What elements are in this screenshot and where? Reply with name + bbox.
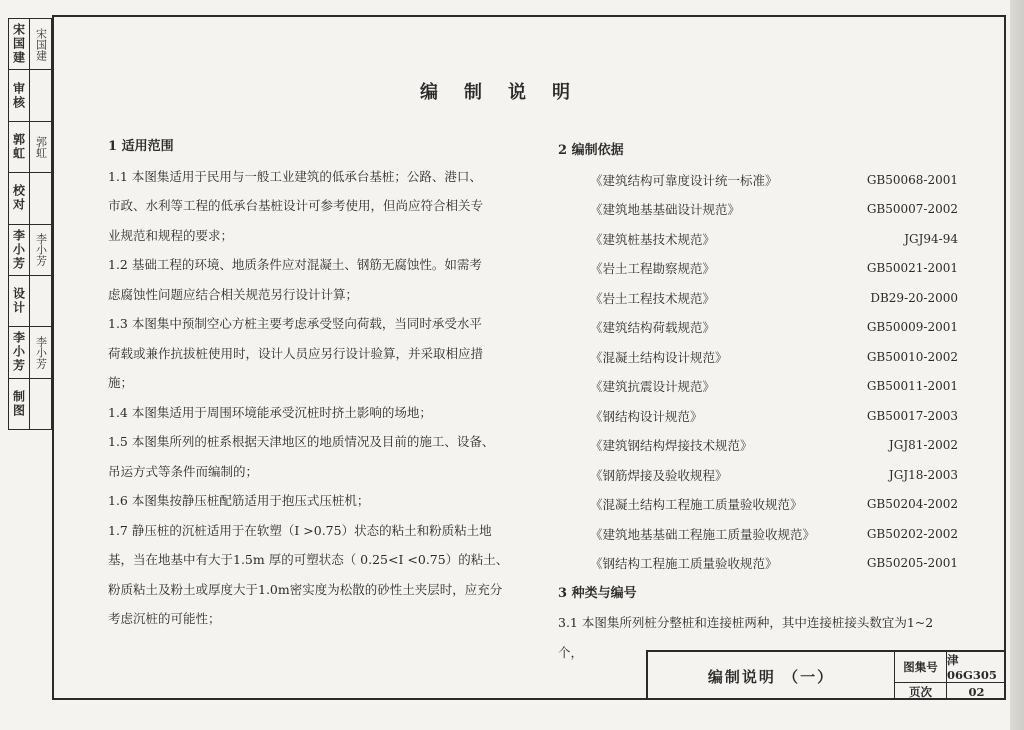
- body-line: 1.5 本图集所列的桩系根据天津地区的地质情况及目前的施工、设备、: [108, 434, 495, 449]
- signature-role: 制图: [9, 379, 30, 429]
- body-line: 1.2 基础工程的环境、地质条件应对混凝土、钢筋无腐蚀性。如需考: [108, 257, 482, 272]
- page-number-value: 02: [968, 684, 985, 699]
- reference-code: GB50068-2001: [866, 172, 958, 187]
- page-edge: [1010, 0, 1024, 730]
- body-line: 1.4 本图集适用于周围环境能承受沉桩时挤土影响的场地；: [108, 404, 432, 420]
- reference-row: [558, 461, 958, 491]
- reference-code: GB50017-2003: [866, 408, 958, 423]
- body-line: 1.1 本图集适用于民用与一般工业建筑的低承台基桩；公路、港口、: [108, 168, 482, 184]
- reference-row: [558, 195, 958, 225]
- reference-name: 《建筑结构荷载规范》: [590, 320, 716, 335]
- reference-row: [558, 284, 958, 314]
- body-line: 荷载或兼作抗拔桩使用时，设计人员应另行设计验算，并采取相应措: [108, 345, 484, 361]
- reference-code: JGJ18-2003: [888, 467, 958, 482]
- section-1-body: [108, 162, 528, 634]
- signature-cell: [9, 19, 51, 70]
- signature-role: 李小芳: [9, 327, 30, 377]
- reference-code: GB50204-2002: [866, 497, 958, 511]
- reference-name: 《建筑钢结构焊接技术规范》: [590, 438, 753, 453]
- section-3-heading: 3 种类与编号: [558, 585, 637, 601]
- body-line: 业规范和规程的要求；: [108, 227, 234, 243]
- reference-name: 《建筑地基基础工程施工质量验收规范》: [590, 526, 816, 542]
- reference-code: DB29-20-2000: [870, 290, 958, 305]
- reference-name: 《建筑抗震设计规范》: [590, 379, 716, 394]
- body-line: 1.3 本图集中预制空心方桩主要考虑承受竖向荷载，当同时承受水平: [108, 316, 482, 331]
- title-block-grid: [895, 652, 1006, 700]
- reference-row: [558, 402, 958, 432]
- atlas-number-label: 图集号: [895, 652, 947, 683]
- reference-code: GB50011-2001: [866, 379, 958, 393]
- reference-name: 《钢结构工程施工质量验收规范》: [590, 556, 778, 571]
- page-title: 编制说明: [420, 82, 596, 103]
- signature-cell: [9, 225, 51, 276]
- reference-name: 《建筑结构可靠度设计统一标准》: [590, 172, 778, 188]
- title-block: [646, 650, 1006, 700]
- reference-code: GB50202-2002: [866, 526, 958, 541]
- signature-table: [8, 18, 52, 430]
- reference-name: 《建筑地基基础设计规范》: [590, 202, 741, 217]
- body-line: 考虑沉桩的可能性；: [108, 611, 221, 626]
- signature-name: [30, 276, 51, 326]
- reference-row: [558, 431, 958, 461]
- signature-role: 郭虹: [9, 122, 30, 172]
- signature-name: 宋国建: [34, 27, 48, 61]
- signature-cell: [9, 122, 51, 173]
- reference-code: JGJ81-2002: [888, 438, 958, 452]
- sheet-name: 编制说明 （一）: [648, 652, 895, 700]
- reference-row: [558, 372, 958, 402]
- page-number-label: 页次: [895, 683, 947, 700]
- right-column: [558, 136, 958, 667]
- signature-name: 李小芳: [34, 335, 48, 369]
- reference-name: 《混凝土结构设计规范》: [590, 349, 728, 365]
- reference-code: GB50007-2002: [866, 202, 958, 216]
- signature-cell: [9, 327, 51, 378]
- signature-role: 李小芳: [9, 225, 30, 275]
- signature-name: 郭虹: [34, 135, 48, 158]
- reference-row: [558, 313, 958, 343]
- signature-cell: [9, 70, 51, 121]
- signature-name: [30, 173, 51, 223]
- body-line: 吊运方式等条件而编制的；: [108, 463, 259, 479]
- reference-name: 《岩土工程技术规范》: [590, 290, 716, 306]
- reference-name: 《混凝土结构工程施工质量验收规范》: [590, 497, 803, 512]
- reference-list: [558, 166, 958, 579]
- reference-row: [558, 225, 958, 255]
- signature-cell: [9, 276, 51, 327]
- body-line: 粉质粘土及粉土或厚度大于1.0m密实度为松散的砂性土夹层时，应充分: [108, 581, 503, 597]
- reference-name: 《钢筋焊接及验收规程》: [590, 467, 728, 483]
- reference-name: 《岩土工程勘察规范》: [590, 261, 716, 276]
- signature-cell: [9, 379, 51, 429]
- signature-role: 校对: [9, 173, 30, 223]
- reference-row: [558, 166, 958, 196]
- section-3-1-text: 3.1 本图集所列桩分整桩和连接桩两种，其中连接桩接头数宜为1~2个，: [558, 615, 934, 660]
- reference-name: 《建筑桩基技术规范》: [590, 231, 716, 247]
- body-line: 1.7 静压桩的沉桩适用于在软塑（I >0.75）状态的粘土和粉质粘土地: [108, 522, 492, 538]
- signature-name: [30, 70, 51, 120]
- reference-code: GB50205-2001: [866, 556, 958, 570]
- reference-code: GB50010-2002: [866, 349, 958, 364]
- body-line: 施；: [108, 375, 134, 390]
- section-1-heading: 1 适用范围: [108, 139, 174, 154]
- body-line: 虑腐蚀性问题应结合相关规范另行设计计算；: [108, 286, 359, 302]
- reference-code: JGJ94-94: [904, 231, 958, 246]
- signature-name: 李小芳: [34, 233, 48, 267]
- signature-cell: [9, 173, 51, 224]
- reference-code: GB50009-2001: [866, 320, 958, 334]
- body-line: 1.6 本图集按静压桩配筋适用于抱压式压桩机；: [108, 493, 370, 508]
- reference-code: GB50021-2001: [866, 261, 958, 275]
- signature-name: [30, 379, 51, 429]
- reference-row: [558, 520, 958, 550]
- signature-role: 审核: [9, 70, 30, 120]
- signature-role: 宋国建: [9, 19, 30, 69]
- reference-name: 《钢结构设计规范》: [590, 408, 703, 424]
- body-line: 基，当在地基中有大于1.5m 厚的可塑状态（ 0.25<I <0.75）的粘土、: [108, 552, 509, 567]
- body-line: 市政、水利等工程的低承台基桩设计可参考使用，但尚应符合相关专: [108, 198, 484, 213]
- reference-row: [558, 549, 958, 579]
- signature-role: 设计: [9, 276, 30, 326]
- reference-row: [558, 343, 958, 373]
- reference-row: [558, 490, 958, 520]
- section-2-heading: 2 编制依据: [558, 143, 624, 158]
- atlas-number-value: 津06G305: [947, 652, 1006, 683]
- left-column: [108, 132, 528, 634]
- reference-row: [558, 254, 958, 284]
